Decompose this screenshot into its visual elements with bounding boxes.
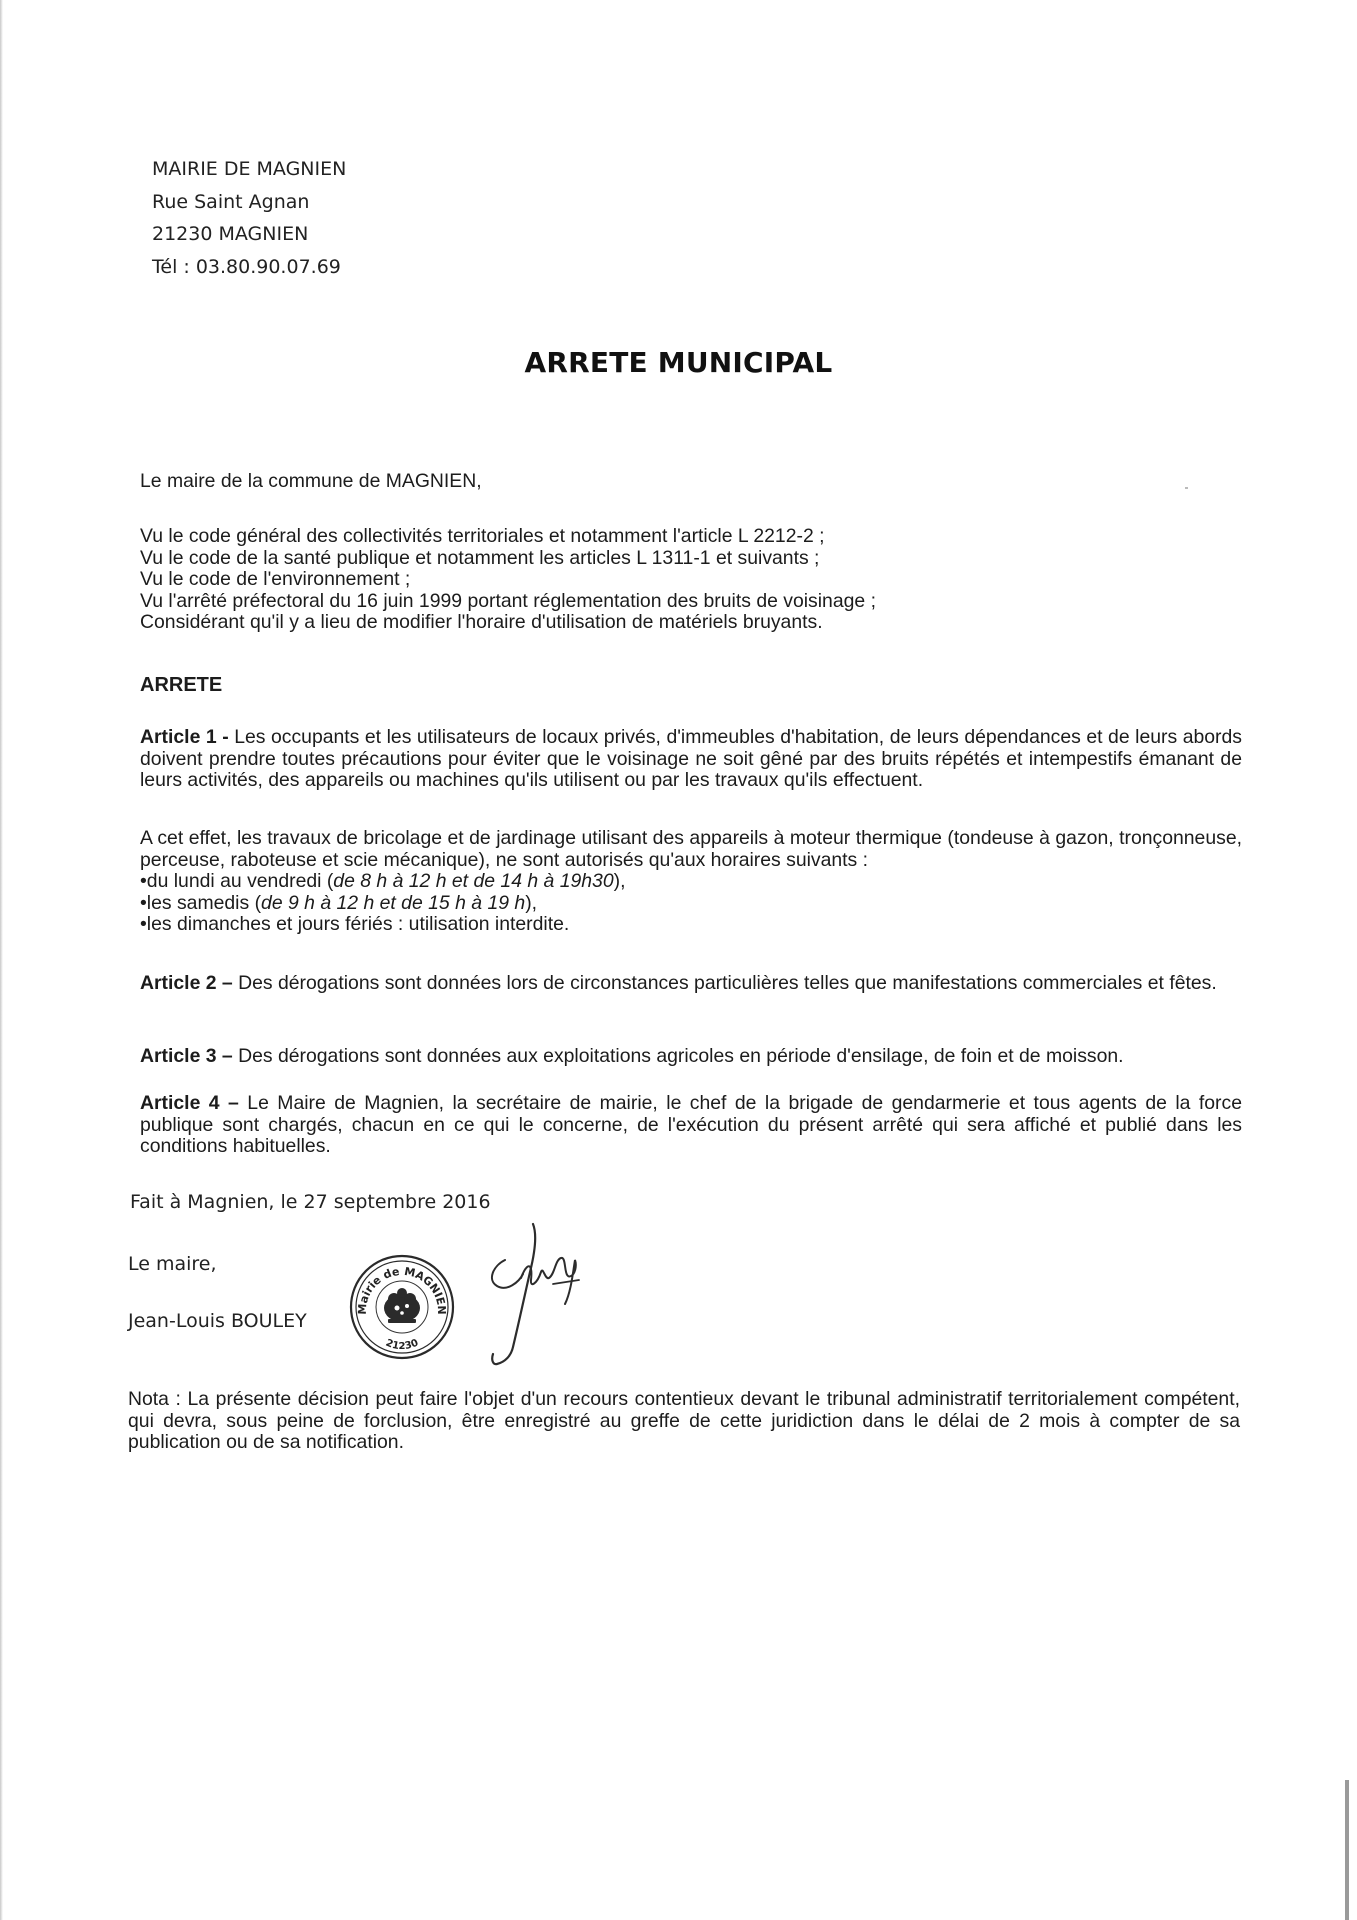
article-4-text: Le Maire de Magnien, la secrétaire de mairie, le chef de la brigade de gendarmerie et tous agents de la force publique sont chargés, chacun en ce qui le concerne, de l'exécution du présent arrêté qui sera affiché et publié dans les conditions habituelles. bbox=[140, 1092, 1242, 1157]
schedule-item-saturdays: • les samedis (de 9 h à 12 h et de 15 h à 19 h), bbox=[140, 893, 1242, 915]
arrete-heading: ARRETE bbox=[140, 674, 223, 696]
article-1-text: Les occupants et les utilisateurs de locaux privés, d'immeubles d'habitation, de leurs dépendances et de leurs abords doivent prendre toutes précautions pour éviter que le voisinage ne soit gêné par des bruits répétés et intempestifs émanant de leurs activités, des appareils ou machines qu'ils utilisent ou par les travaux qu'ils effectuent. bbox=[140, 726, 1242, 791]
mairie-address-block bbox=[152, 153, 346, 283]
considerant-line: Considérant qu'il y a lieu de modifier l'horaire d'utilisation de matériels bruyants. bbox=[140, 611, 823, 633]
article-3-label: Article 3 – bbox=[140, 1045, 233, 1067]
visa-line: Vu le code de la santé publique et notamment les articles L 1311-1 et suivants ; bbox=[140, 546, 820, 569]
article-2-label: Article 2 – bbox=[140, 972, 233, 994]
visa-line: Vu le code général des collectivités territoriales et notamment l'article L 2212-2 ; bbox=[140, 525, 825, 547]
schedule-item-weekdays: • du lundi au vendredi (de 8 h à 12 h et de 14 h à 19h30), bbox=[140, 871, 1242, 893]
nota-footer: Nota : La présente décision peut faire l'objet d'un recours contentieux devant le tribunal administratif territorialement compétent, qui devra, sous peine de forclusion, être enregistré au greffe de cette juridiction dans le délai de 2 mois à compter de sa publication ou de sa notification. bbox=[128, 1388, 1240, 1453]
mairie-street: Rue Saint Agnan bbox=[152, 190, 310, 213]
article-1 bbox=[140, 727, 1242, 792]
article-1-label: Article 1 - bbox=[140, 726, 229, 748]
signatory-name: Jean-Louis BOULEY bbox=[128, 1310, 307, 1332]
mairie-seal-stamp bbox=[348, 1253, 456, 1361]
visa-line: Vu l'arrêté préfectoral du 16 juin 1999 portant réglementation des bruits de voisinage ; bbox=[140, 589, 876, 612]
mairie-city: 21230 MAGNIEN bbox=[152, 223, 309, 245]
mayor-signature bbox=[475, 1222, 585, 1367]
fait-date-line: Fait à Magnien, le 27 septembre 2016 bbox=[130, 1191, 491, 1213]
article-4 bbox=[140, 1093, 1242, 1158]
mairie-phone: Tél : 03.80.90.07.69 bbox=[152, 255, 341, 278]
article-3-text: Des dérogations sont données aux exploitations agricoles en période d'ensilage, de foin et de moisson. bbox=[238, 1045, 1124, 1067]
schedule-list bbox=[140, 871, 1242, 936]
svg-text:Mairie de MAGNIEN: Mairie de MAGNIEN bbox=[355, 1264, 449, 1315]
article-1-para2: A cet effet, les travaux de bricolage et de jardinage utilisant des appareils à moteur thermique (tondeuse à gazon, tronçonneuse, perceuse, raboteuse et scie mécanique), ne sont autorisés qu'aux horaires suivants : bbox=[140, 827, 1242, 871]
article-1-details bbox=[140, 828, 1242, 936]
article-2-text: Des dérogations sont données lors de circonstances particulières telles que manifestations commerciales et fêtes. bbox=[238, 972, 1217, 994]
schedule-item-sundays: • les dimanches et jours fériés : utilisation interdite. bbox=[140, 914, 1242, 936]
signatory-title: Le maire, bbox=[128, 1253, 217, 1275]
visa-line: Vu le code de l'environnement ; bbox=[140, 568, 411, 590]
article-4-label: Article 4 – bbox=[140, 1092, 239, 1114]
svg-text:21230: 21230 bbox=[383, 1337, 421, 1353]
document-title: ARRETE MUNICIPAL bbox=[524, 346, 833, 379]
article-3 bbox=[140, 1045, 1242, 1068]
article-2 bbox=[140, 973, 1242, 995]
intro-line: Le maire de la commune de MAGNIEN, bbox=[140, 470, 482, 492]
mairie-name: MAIRIE DE MAGNIEN bbox=[152, 158, 347, 180]
visas-block bbox=[140, 526, 1242, 634]
scan-edge-left bbox=[0, 0, 3, 1920]
scan-edge-right bbox=[1345, 1780, 1349, 1920]
